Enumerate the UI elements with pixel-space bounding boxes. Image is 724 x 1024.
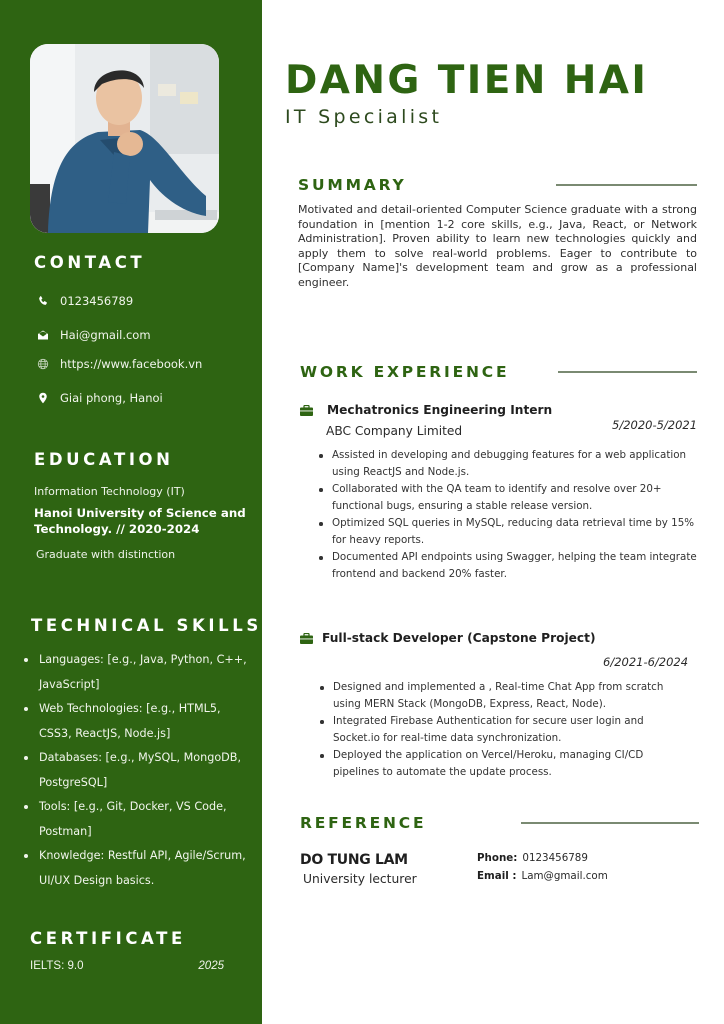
- certificate-heading: CERTIFICATE: [30, 929, 186, 948]
- education-note: Graduate with distinction: [36, 548, 176, 561]
- work-experience-heading: WORK EXPERIENCE: [300, 363, 510, 381]
- education-school: Hanoi University of Science and Technology. // 2020-2024: [34, 506, 246, 536]
- job-bullet: Deployed the application on Vercel/Heroku, managing CI/CD pipelines to automate the update process.: [318, 747, 688, 781]
- contact-website[interactable]: [36, 357, 202, 371]
- job-bullet: Documented API endpoints using Swagger, helping the team integrate frontend and backend 20% faster.: [317, 549, 702, 583]
- job-title-2: [300, 631, 596, 645]
- globe-icon: [36, 357, 50, 371]
- job-dates: 5/2020-5/2021: [612, 418, 698, 432]
- contact-address[interactable]: [36, 391, 163, 405]
- briefcase-icon: [300, 405, 313, 416]
- skills-list: [24, 648, 254, 893]
- reference-email-value[interactable]: Lam@gmail.com: [521, 870, 608, 882]
- contact-phone-value: 0123456789: [60, 294, 134, 308]
- briefcase-icon: [300, 633, 313, 644]
- job-2-bullets: [318, 679, 688, 781]
- reference-email: [477, 870, 608, 882]
- summary-text: Motivated and detail-oriented Computer Science graduate with a strong foundation in [mention 1-2 core skills, e.g., Java, React, or Network Administration]. Proven ability to learn new technologies quickly and apply them to solve real-world problems. Eager to contribute to [Company Name]'s development team and grow as a professional engineer.: [298, 203, 697, 289]
- education-heading: EDUCATION: [34, 450, 174, 469]
- job-dates: 6/2021-6/2024: [603, 655, 689, 669]
- reference-email-label: Email :: [477, 870, 517, 882]
- contact-heading: CONTACT: [34, 253, 146, 272]
- skills-heading: TECHNICAL SKILLS: [31, 616, 262, 635]
- candidate-title: IT Specialist: [285, 106, 443, 128]
- contact-email-value: Hai@gmail.com: [60, 328, 151, 342]
- job-1-bullets: [317, 447, 702, 583]
- sidebar: [0, 0, 262, 1024]
- skill-item: Tools: [e.g., Git, Docker, VS Code, Postman]: [24, 795, 254, 844]
- location-pin-icon: [36, 391, 50, 405]
- reference-phone-label: Phone:: [477, 852, 518, 864]
- profile-photo: [30, 44, 219, 233]
- skill-item: Web Technologies: [e.g., HTML5, CSS3, ReactJS, Node.js]: [24, 697, 254, 746]
- certificate-row: [30, 960, 224, 972]
- profile-photo-illustration: [30, 44, 219, 233]
- summary-heading: SUMMARY: [298, 176, 407, 194]
- work-experience-divider: [558, 371, 697, 373]
- reference-name: DO TUNG LAM: [300, 852, 408, 868]
- job-bullet: Integrated Firebase Authentication for secure user login and Socket.io for real-time data synchronization.: [318, 713, 688, 747]
- skill-item: Languages: [e.g., Java, Python, C++, JavaScript]: [24, 648, 254, 697]
- contact-email[interactable]: [36, 328, 151, 342]
- contact-address-value: Giai phong, Hanoi: [60, 391, 163, 405]
- job-bullet: Designed and implemented a , Real-time Chat App from scratch using MERN Stack (MongoDB, Express, React, Node).: [318, 679, 688, 713]
- reference-phone: [477, 852, 588, 864]
- job-title-1: [300, 403, 552, 417]
- reference-phone-value[interactable]: 0123456789: [522, 852, 588, 864]
- contact-phone[interactable]: [36, 294, 133, 308]
- job-bullet: Assisted in developing and debugging features for a web application using ReactJS and Node.js.: [317, 447, 702, 481]
- reference-heading: REFERENCE: [300, 814, 427, 832]
- reference-role: University lecturer: [303, 872, 417, 886]
- job-company: ABC Company Limited: [326, 424, 463, 438]
- job-title-text: Full-stack Developer (Capstone Project): [322, 631, 596, 645]
- phone-icon: [36, 294, 50, 308]
- contact-website-value: https://www.facebook.vn: [60, 357, 203, 371]
- reference-divider: [521, 822, 699, 824]
- job-bullet: Collaborated with the QA team to identify and resolve over 20+ functional bugs, ensuring a stable release version.: [317, 481, 702, 515]
- candidate-name: DANG TIEN HAI: [285, 58, 649, 103]
- job-title-text: Mechatronics Engineering Intern: [327, 403, 553, 417]
- job-bullet: Optimized SQL queries in MySQL, reducing data retrieval time by 15% for heavy reports.: [317, 515, 702, 549]
- certificate-year: 2025: [198, 960, 224, 972]
- certificate-name: IELTS: 9.0: [30, 960, 84, 972]
- skill-item: Knowledge: Restful API, Agile/Scrum, UI/UX Design basics.: [24, 844, 254, 893]
- skill-item: Databases: [e.g., MySQL, MongoDB, PostgreSQL]: [24, 746, 254, 795]
- summary-divider: [556, 184, 697, 186]
- envelope-icon: [36, 328, 50, 342]
- education-major: Information Technology (IT): [34, 485, 185, 498]
